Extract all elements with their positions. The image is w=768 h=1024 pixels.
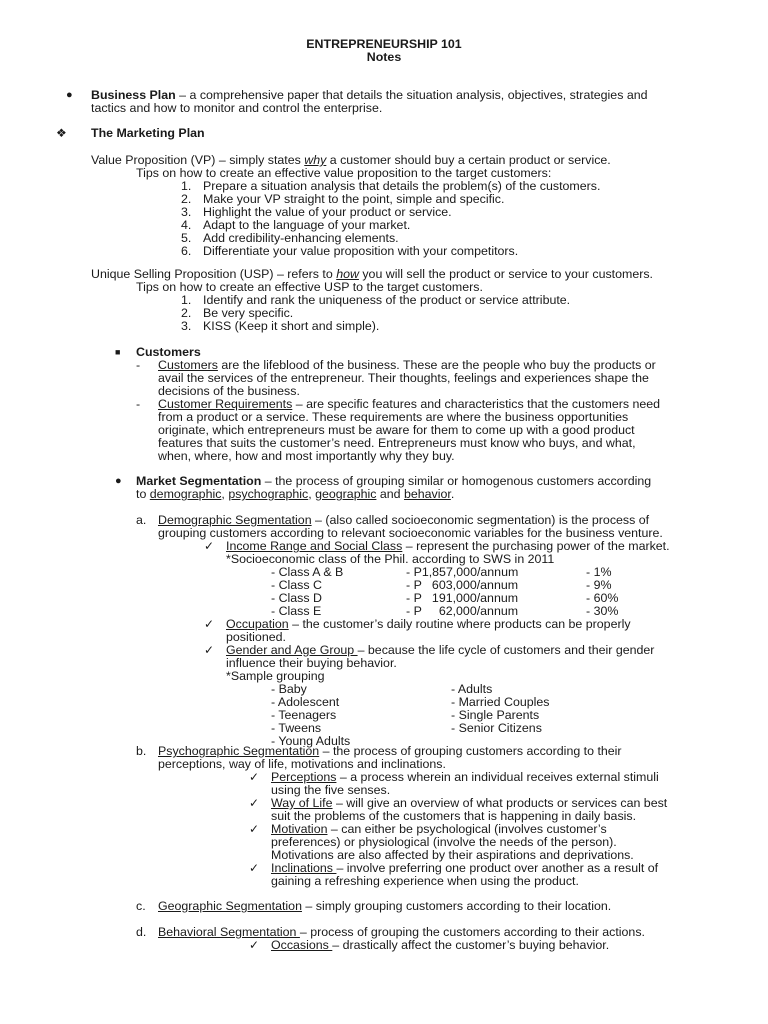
text: , [308,487,316,501]
behavior-word: behavior [403,487,451,501]
group-item: - Senior Citizens [451,721,542,735]
group-item: - Baby [271,682,307,696]
class-percent: - 60% [586,591,619,605]
list-label: c. [136,899,146,913]
income-desc: – represent the purchasing power of the market. [402,539,670,553]
perceptions-term: Perceptions [271,770,337,784]
demo-term: Demographic Segmentation [158,513,312,527]
list-number: 2. [181,306,192,320]
demographic-word: demographic [149,487,222,501]
list-number: 1. [181,293,192,307]
class-percent: - 30% [586,604,619,618]
motivation-desc: – can either be psychological (involves customer’s [327,822,607,836]
way-of-life-line2: suit the problems of the customers that is happening in daily basis. [271,809,637,823]
business-plan-line2: tactics and how to monitor and control the enterprise. [91,101,383,115]
list-number: 6. [181,244,192,258]
customer-req-line4: features that suits the customer’s need. Entrepreneurs must know who buys, and what, [158,436,636,450]
text: and [376,487,404,501]
inclinations-line2: gaining a refreshing experience when using the product. [271,874,579,888]
document-title: ENTREPRENEURSHIP 101 [306,37,462,51]
income-term: Income Range and Social Class [226,539,403,553]
class-name: - Class D [271,591,322,605]
market-seg-line2 [136,488,454,501]
list-item: Prepare a situation analysis that details the problem(s) of the customers. [203,179,601,193]
class-amount: - P 62,000/annum [406,604,519,618]
geo-line [158,900,611,913]
square-bullet-icon: ■ [115,347,121,357]
checkmark-icon: ✓ [249,770,260,784]
list-item: Add credibility-enhancing elements. [203,231,399,245]
list-label: a. [136,513,147,527]
checkmark-icon: ✓ [249,796,260,810]
group-item: - Tweens [271,721,322,735]
checkmark-icon: ✓ [204,617,215,631]
dash-icon: - [136,358,141,372]
customers-desc: are the lifeblood of the business. These are the people who buy the products or [217,358,656,372]
way-of-life-term: Way of Life [271,796,333,810]
motivation-term: Motivation [271,822,328,836]
class-amount: - P1,857,000/annum [406,565,519,579]
usp-text-b: you will sell the product or service to your customers. [358,267,653,281]
inclinations-term: Inclinations [271,861,337,875]
customer-req-term: Customer Requirements [158,397,293,411]
geographic-word: geographic [315,487,377,501]
psycho-line2: perceptions, way of life, motivations and inclinations. [158,757,446,771]
list-item: Adapt to the language of your market. [203,218,411,232]
customer-req-line5: when, where, how and most importantly why they buy. [158,449,455,463]
occasions-desc: – drastically affect the customer’s buying behavior. [332,938,610,952]
vp-tips: Tips on how to create an effective value proposition to the target customers: [136,166,552,180]
occasions-term: Occasions [271,938,333,952]
vp-emphasis: why [304,153,327,167]
list-item: Identify and rank the uniqueness of the product or service attribute. [203,293,571,307]
diamond-bullet-icon: ❖ [56,126,67,140]
behav-desc: – process of grouping the customers according to their actions. [299,925,645,939]
motivation-line3: Motivations are also affected by their aspirations and deprivations. [271,848,634,862]
vp-text-b: a customer should buy a certain product or service. [326,153,611,167]
document-subtitle: Notes [366,50,402,64]
list-number: 3. [181,319,192,333]
text: , [221,487,229,501]
occupation-line1 [226,618,631,631]
gender-age-term: Gender and Age Group [226,643,358,657]
demo-desc: – (also called socioeconomic segmentation) is the process of [311,513,650,527]
class-name: - Class A & B [271,565,344,579]
usp-text-a: Unique Selling Proposition (USP) – refers to [91,267,337,281]
psychographic-word: psychographic [228,487,309,501]
customers-term: Customers [158,358,218,372]
vp-text-a: Value Proposition (VP) – simply states [91,153,305,167]
list-item: Differentiate your value proposition with your competitors. [203,244,519,258]
list-item: KISS (Keep it short and simple). [203,319,380,333]
market-seg-term: Market Segmentation [136,474,262,488]
business-plan-desc: – a comprehensive paper that details the situation analysis, objectives, strategies and [175,88,648,102]
perceptions-desc: – a process wherein an individual receives external stimuli [336,770,659,784]
sws-note: *Socioeconomic class of the Phil. according to SWS in 2011 [226,552,555,566]
occasions-line [271,939,609,952]
gender-age-line2: influence their buying behavior. [226,656,397,670]
group-item: - Married Couples [451,695,550,709]
checkmark-icon: ✓ [204,643,215,657]
customer-req-line2: from a product or a service. These requirements are where the business opportunities [158,410,629,424]
list-item: Be very specific. [203,306,294,320]
occupation-term: Occupation [226,617,289,631]
checkmark-icon: ✓ [249,938,260,952]
list-number: 3. [181,205,192,219]
class-amount: - P 603,000/annum [406,578,519,592]
inclinations-desc: – involve preferring one product over another as a result of [336,861,659,875]
occupation-desc: – the customer’s daily routine where products can be properly [288,617,631,631]
group-item: - Adolescent [271,695,340,709]
marketing-plan-heading: The Marketing Plan [91,126,205,140]
list-item: Make your VP straight to the point, simple and specific. [203,192,505,206]
behav-term: Behavioral Segmentation [158,925,300,939]
geo-term: Geographic Segmentation [158,899,302,913]
list-number: 4. [181,218,192,232]
psycho-term: Psychographic Segmentation [158,744,320,758]
text: . [450,487,455,501]
text: to [136,487,150,501]
customers-heading: Customers [136,345,201,359]
class-name: - Class C [271,578,322,592]
list-number: 1. [181,179,192,193]
perceptions-line2: using the five senses. [271,783,391,797]
class-percent: - 1% [586,565,612,579]
group-item: - Young Adults [271,734,351,748]
business-plan-term: Business Plan [91,88,176,102]
occupation-line2: positioned. [226,630,286,644]
checkmark-icon: ✓ [249,822,260,836]
list-label: b. [136,744,147,758]
motivation-line2: preferences) or physiological (involve the needs of the person). [271,835,617,849]
list-label: d. [136,925,147,939]
demo-line2: grouping customers according to relevant socioeconomic variables for the business venture. [158,526,663,540]
bullet-icon: ● [115,475,122,487]
sample-grouping: *Sample grouping [226,669,325,683]
checkmark-icon: ✓ [249,861,260,875]
group-item: - Single Parents [451,708,540,722]
gender-age-desc: – because the life cycle of customers and their gender [357,643,655,657]
customers-def-line2: avail the services of the entrepreneur. Their thoughts, feelings and experiences shape the [158,371,649,385]
bullet-icon: ● [66,89,73,101]
class-amount: - P 191,000/annum [406,591,519,605]
usp-tips: Tips on how to create an effective USP to the target customers. [136,280,483,294]
market-seg-desc: – the process of grouping similar or homogenous customers according [261,474,652,488]
list-number: 2. [181,192,192,206]
dash-icon: - [136,397,141,411]
geo-desc: – simply grouping customers according to their location. [301,899,612,913]
class-name: - Class E [271,604,322,618]
customer-req-desc: – are specific features and characteristics that the customers need [292,397,661,411]
usp-emphasis: how [336,267,359,281]
customer-req-line3: originate, which entrepreneurs must be aware for them to come up with a good product [158,423,635,437]
checkmark-icon: ✓ [204,539,215,553]
class-percent: - 9% [586,578,612,592]
psycho-desc: – the process of grouping customers according to their [319,744,622,758]
list-item: Highlight the value of your product or service. [203,205,452,219]
group-item: - Teenagers [271,708,337,722]
way-of-life-desc: – will give an overview of what products or services can best [332,796,668,810]
list-number: 5. [181,231,192,245]
customers-def-line3: decisions of the business. [158,384,300,398]
group-item: - Adults [451,682,493,696]
